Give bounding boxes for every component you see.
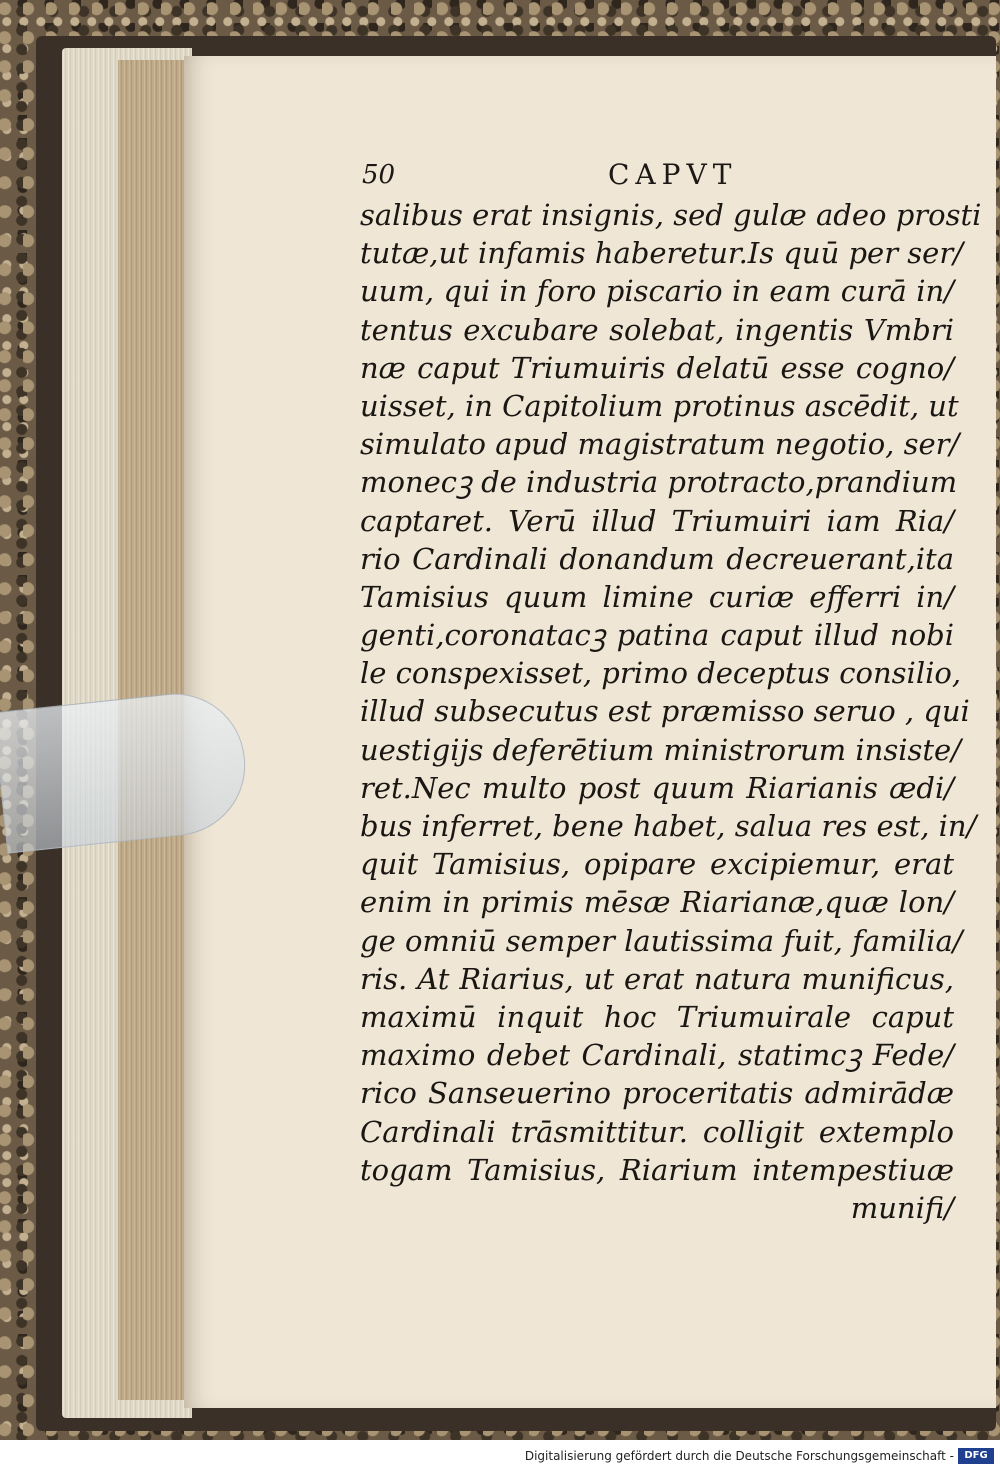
dfg-logo-icon: DFG (958, 1448, 994, 1464)
text-line: uum, qui in foro piscario in eam curā in/ (360, 274, 954, 309)
text-line: togam Tamisius, Riarium intempestiuæ (360, 1152, 954, 1187)
text-line: rio Cardinali donandum decreuerant,ita (360, 541, 954, 576)
running-head: CAPVT (608, 158, 738, 191)
text-line: illud subsecutus est præmisso seruo , qui (360, 694, 970, 729)
text-line: maximo debet Cardinali, statimcꝫ Fede/ (360, 1038, 954, 1073)
text-line: salibus erat insignis, sed gulæ adeo prosti (360, 198, 982, 232)
footer-bar (0, 1440, 1000, 1472)
page-number: 50 (362, 160, 396, 190)
text-line: enim in primis mēsæ Riarianæ,quæ lon/ (360, 885, 954, 920)
text-line: monecꝫ de industria protracto,prandium (360, 465, 958, 500)
text-line: quit Tamisius, opipare excipiemur, erat (360, 847, 954, 882)
text-line: captaret. Verū illud Triumuiri iam Ria/ (360, 503, 954, 538)
text-line: rico Sanseuerino proceritatis admirādæ (360, 1076, 954, 1111)
text-line: ret.Nec multo post quum Riarianis ædi/ (360, 770, 954, 805)
text-line: genti,coronatacꝫ patina caput illud nobi (360, 618, 954, 653)
page-header (362, 158, 762, 198)
text-line: Tamisius quum limine curiæ efferri in/ (360, 579, 954, 614)
text-line: simulato apud magistratum negotio, ser/ (360, 427, 960, 462)
footer-credit: Digitalisierung gefördert durch die Deutsche Forschungsgemeinschaft - (524, 1449, 954, 1463)
text-line: næ caput Triumuiris delatū esse cogno/ (360, 350, 954, 385)
text-line: ris. At Riarius, ut erat natura munificus, (360, 961, 954, 996)
text-line: bus inferret, bene habet, salua res est, in/ (360, 809, 977, 843)
text-line: tentus excubare solebat, ingentis Vmbri (360, 312, 954, 347)
body-text (360, 196, 982, 1227)
text-line: uestigijs deferētium ministrorum insiste/ (360, 732, 961, 767)
catchword: munifi/ (850, 1190, 954, 1225)
text-line: le conspexisset, primo deceptus consilio, (360, 656, 962, 691)
text-line: tutæ,ut infamis haberetur.Is quū per ser/ (360, 236, 963, 271)
text-line: maximū inquit hoc Triumuirale caput (360, 999, 954, 1034)
text-line: uisset, in Capitolium protinus ascēdit, ut (360, 388, 959, 423)
text-line: Cardinali trāsmittitur. colligit extemplo (360, 1114, 954, 1149)
text-line: ge omniū semper lautissima fuit, familia/ (360, 923, 963, 958)
